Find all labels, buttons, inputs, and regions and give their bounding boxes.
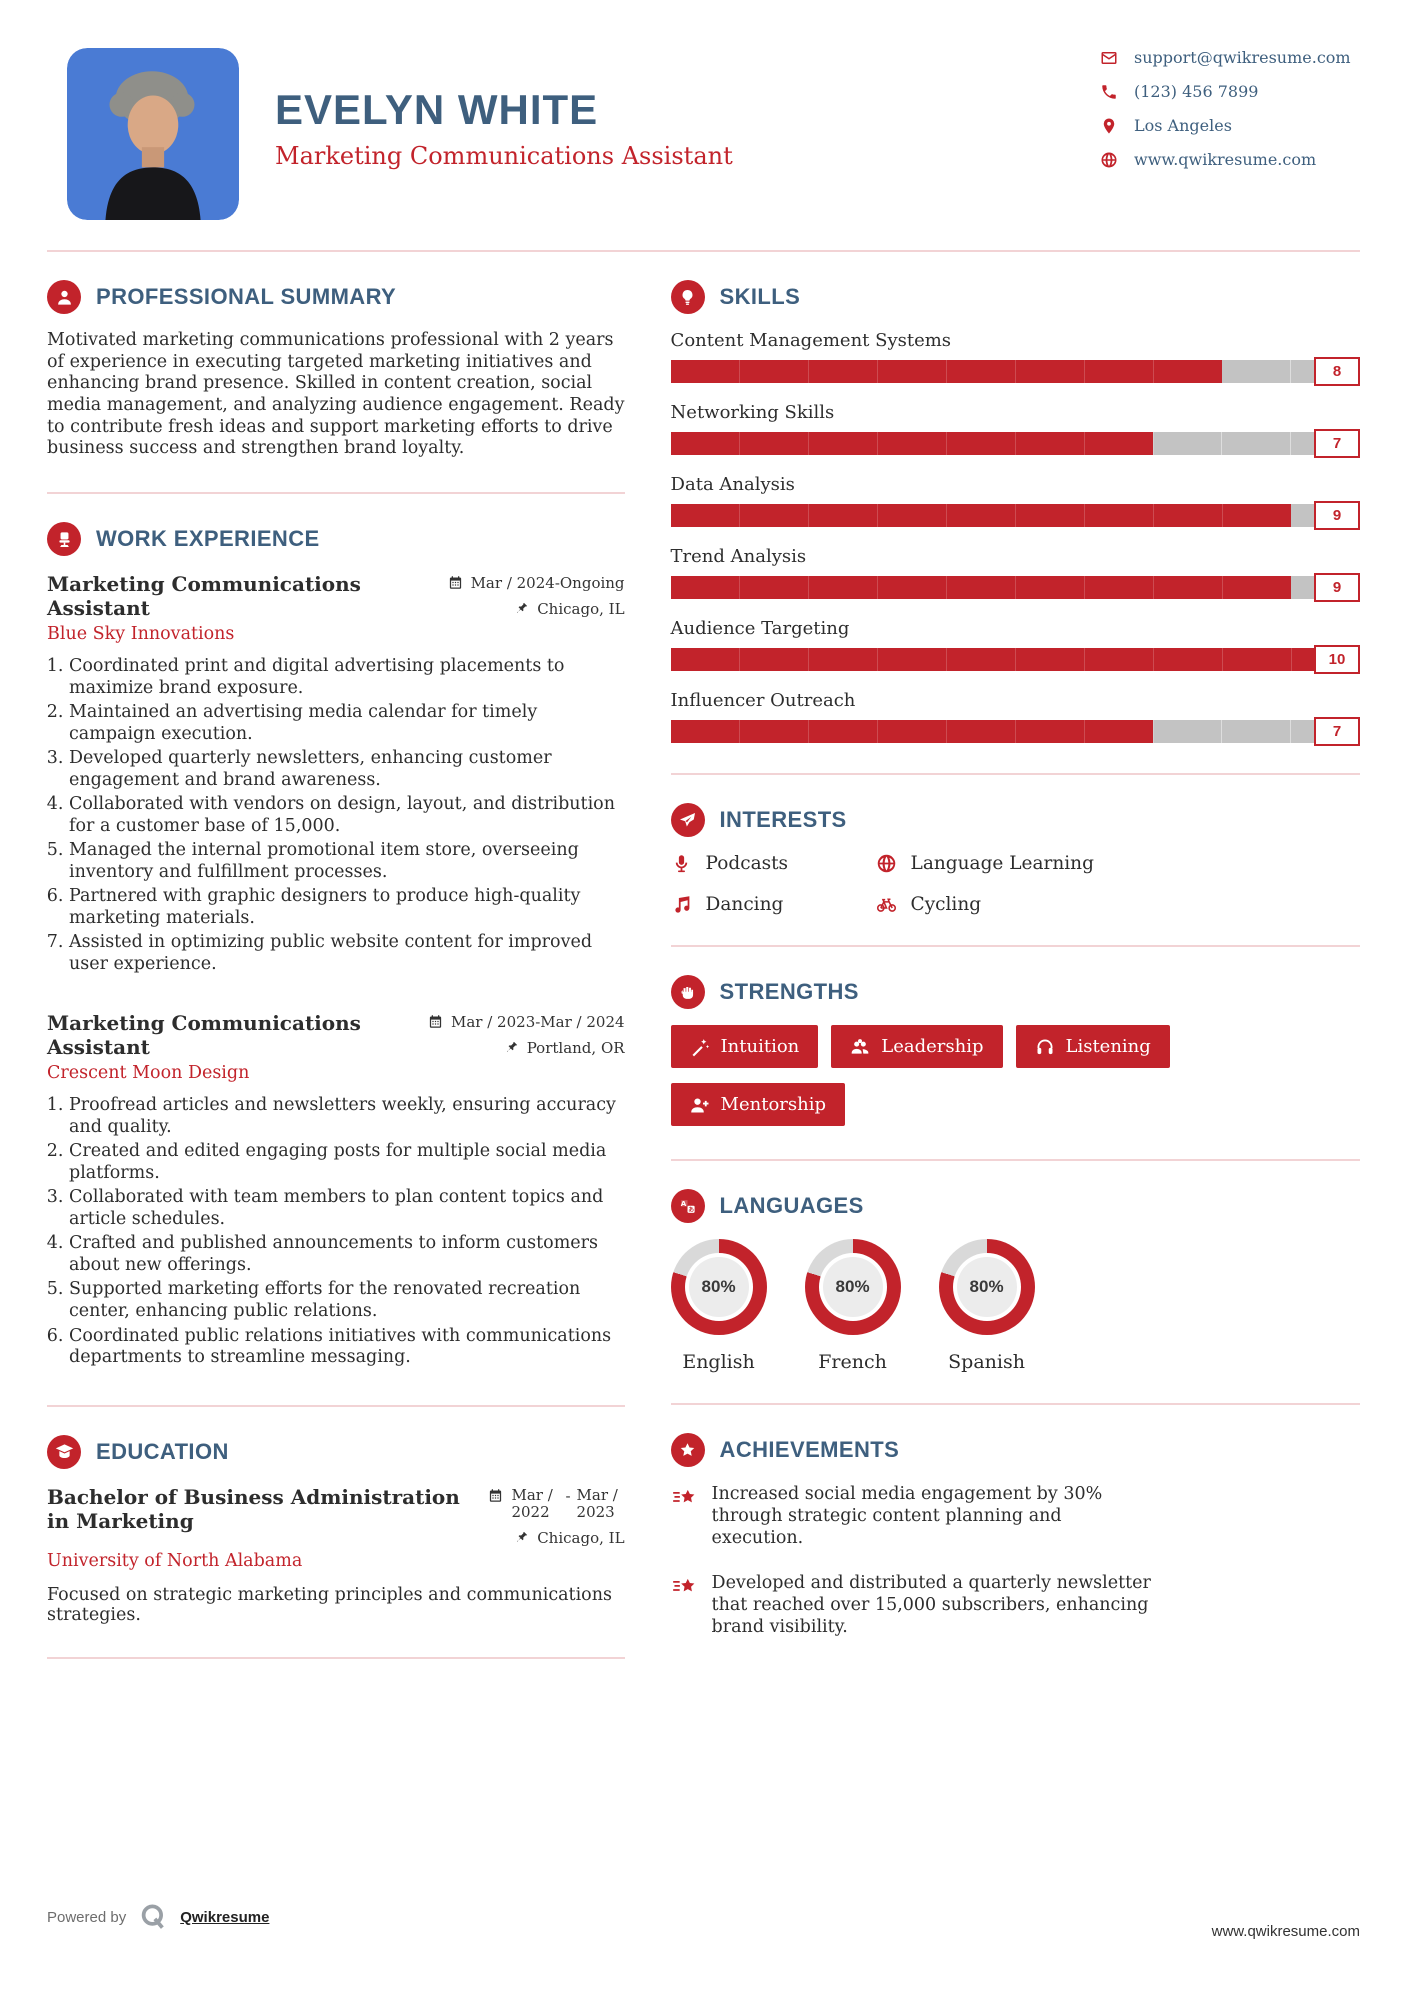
job-location: Chicago, IL: [514, 600, 624, 618]
pushpin-icon: [514, 601, 529, 616]
footer-powered-by: [47, 1902, 269, 1932]
skill-row: [671, 330, 1360, 383]
contact-location[interactable]: [1100, 116, 1360, 135]
education-description: Focused on strategic marketing principles and communications strategies.: [47, 1585, 612, 1626]
job-bullet: 4. Collaborated with vendors on design, layout, and distribution for a customer base of 15,000.: [69, 794, 625, 837]
skill-row: [671, 690, 1360, 743]
section-achievements: [671, 1433, 1360, 1638]
section-work-experience: [47, 522, 625, 1368]
contact-email-text: support@qwikresume.com: [1134, 48, 1351, 67]
profile-photo: [67, 48, 239, 220]
skill-row: [671, 402, 1360, 455]
bicycle-icon: [876, 894, 897, 915]
job-dates: Mar / 2023-Mar / 2024: [428, 1013, 625, 1031]
shooting-star-icon: [671, 1574, 697, 1600]
education-location: Chicago, IL: [514, 1529, 624, 1547]
job-bullet: 2. Created and edited engaging posts for multiple social media platforms.: [69, 1141, 625, 1184]
skills-heading: SKILLS: [719, 284, 801, 309]
interest-item: [671, 894, 876, 915]
strength-badge: [671, 1083, 845, 1126]
divider: [47, 1405, 625, 1407]
language-donut: [939, 1239, 1035, 1335]
skill-name: Data Analysis: [670, 474, 795, 495]
achievement-text: Developed and distributed a quarterly newsletter that reached over 15,000 subscribers, enhancing brand visibility.: [711, 1572, 1151, 1638]
job-bullet-list: [47, 656, 625, 975]
achievement-item: [671, 1572, 1360, 1639]
job-bullet-list: [47, 1095, 625, 1368]
calendar-icon: [428, 1014, 443, 1029]
graduate-icon: [47, 1435, 81, 1469]
skill-rating-badge: 9: [1314, 501, 1360, 530]
divider: [47, 492, 625, 494]
footer-website[interactable]: www.qwikresume.com: [1211, 1923, 1360, 1940]
profile-photo-illustration: [67, 48, 239, 220]
person-name: EVELYN WHITE: [275, 86, 599, 133]
section-professional-summary: [47, 280, 625, 460]
skill-bar: [671, 720, 1360, 743]
company-name: Blue Sky Innovations: [47, 624, 235, 645]
skill-bar-fill: [671, 504, 1292, 527]
skill-bar: [671, 432, 1360, 455]
divider: [671, 945, 1360, 947]
divider: [671, 1403, 1360, 1405]
music-note-icon: [671, 894, 692, 915]
job-bullet: 1. Coordinated print and digital advertising placements to maximize brand exposure.: [69, 656, 625, 699]
school-name: University of North Alabama: [47, 1551, 303, 1572]
skill-name: Trend Analysis: [670, 546, 807, 567]
contact-phone[interactable]: [1100, 82, 1360, 101]
job-location: Portland, OR: [504, 1039, 625, 1057]
language-item: [939, 1239, 1035, 1373]
strengths-heading: STRENGTHS: [719, 979, 859, 1004]
language-percent: 80%: [689, 1257, 749, 1317]
magic-wand-icon: [690, 1037, 710, 1057]
contact-website-text: www.qwikresume.com: [1134, 150, 1317, 169]
achievement-text: Increased social media engagement by 30% through strategic content planning and execution.: [711, 1484, 1103, 1549]
education-heading: EDUCATION: [96, 1438, 229, 1464]
right-column: [671, 252, 1360, 1660]
job-bullet: 2. Maintained an advertising media calendar for timely campaign execution.: [69, 702, 625, 745]
job-dates: Mar / 2024-Ongoing: [448, 574, 625, 592]
skill-bar: [671, 576, 1360, 599]
job-bullet: 5. Supported marketing efforts for the renovated recreation center, enhancing public relations.: [69, 1279, 625, 1322]
skill-bar: [671, 648, 1360, 671]
summary-text: Motivated marketing communications professional with 2 years of experience in executing targeted marketing initiatives and enhancing brand presence. Skilled in content creation, social media management, and analyzing audience engagement. Ready to contribute fresh ideas and support marketing efforts to drive business success and strengthen brand loyalty.: [47, 330, 625, 459]
strength-badge: [1016, 1025, 1170, 1068]
language-name: Spanish: [948, 1351, 1025, 1373]
company-name: Crescent Moon Design: [47, 1063, 250, 1084]
job-bullet: 6. Coordinated public relations initiatives with communications departments to streamline messaging.: [69, 1326, 625, 1369]
job-bullet: 6. Partnered with graphic designers to produce high-quality marketing materials.: [69, 886, 625, 929]
mail-icon: [1100, 49, 1118, 67]
skill-row: [671, 546, 1360, 599]
language-donut: [671, 1239, 767, 1335]
skill-bar-fill: [671, 648, 1360, 671]
strength-label: Leadership: [881, 1036, 984, 1057]
language-item: [671, 1239, 767, 1373]
contact-website[interactable]: [1100, 150, 1360, 169]
experience-heading: WORK EXPERIENCE: [96, 526, 320, 552]
education-date-separator: -: [565, 1486, 571, 1505]
job-entry: [47, 572, 625, 975]
job-entry: [47, 1011, 625, 1368]
section-languages: [671, 1189, 1360, 1373]
interest-item: [876, 894, 1360, 915]
headphones-icon: [1035, 1037, 1055, 1057]
job-bullet: 4. Crafted and published announcements to inform customers about new offerings.: [69, 1233, 625, 1276]
skill-rating-badge: 9: [1314, 573, 1360, 602]
interests-heading: INTERESTS: [719, 807, 847, 832]
degree-title: Bachelor of Business Administration in Marketing: [47, 1484, 460, 1533]
person-icon: [47, 280, 81, 314]
language-item: [805, 1239, 901, 1373]
left-column: [47, 252, 625, 1659]
language-percent: 80%: [957, 1257, 1017, 1317]
summary-heading: PROFESSIONAL SUMMARY: [96, 284, 397, 309]
skill-bar-fill: [671, 360, 1223, 383]
globe-icon: [1100, 151, 1118, 169]
skill-bar-fill: [671, 720, 1154, 743]
interest-label: Cycling: [910, 894, 982, 915]
qwikresume-logo-icon: [138, 1902, 168, 1932]
strength-label: Listening: [1065, 1036, 1151, 1057]
section-skills: [671, 280, 1360, 743]
star-icon: [671, 1433, 705, 1467]
interest-item: [671, 853, 876, 874]
pushpin-icon: [514, 1530, 529, 1545]
skill-name: Networking Skills: [670, 402, 835, 423]
identity: [275, 86, 733, 170]
globe-icon: [876, 853, 897, 874]
contact-phone-text: (123) 456 7899: [1134, 82, 1259, 101]
qwikresume-brand-link[interactable]: Qwikresume: [180, 1908, 270, 1926]
interest-label: Podcasts: [705, 853, 789, 874]
contact-location-text: Los Angeles: [1134, 116, 1232, 135]
education-date-start: Mar / 2022: [511, 1485, 553, 1521]
job-title: Marketing Communications Assistant: [47, 1011, 361, 1060]
interest-item: [876, 853, 1360, 874]
job-title: Marketing Communications Assistant: [47, 572, 361, 621]
skill-bar: [671, 360, 1360, 383]
education-dates: [488, 1487, 624, 1522]
job-bullet: 7. Assisted in optimizing public website content for improved user experience.: [69, 932, 625, 975]
section-strengths: [671, 975, 1360, 1141]
job-bullet: 3. Developed quarterly newsletters, enhancing customer engagement and brand awareness.: [69, 748, 625, 791]
language-donut: [805, 1239, 901, 1335]
lightbulb-icon: [671, 280, 705, 314]
phone-icon: [1100, 83, 1118, 101]
contact-email[interactable]: [1100, 48, 1360, 67]
skill-name: Audience Targeting: [670, 618, 850, 639]
contact-block: [1100, 48, 1360, 169]
skill-row: [671, 618, 1360, 671]
powered-by-text: Powered by: [47, 1908, 127, 1926]
skill-rating-badge: 7: [1314, 717, 1360, 746]
skill-name: Content Management Systems: [670, 330, 952, 351]
svg-text:あ: あ: [688, 1206, 695, 1214]
section-interests: [671, 803, 1360, 915]
users-icon: [850, 1037, 870, 1057]
divider: [671, 1159, 1360, 1161]
achievements-heading: ACHIEVEMENTS: [719, 1437, 900, 1462]
skill-rating-badge: 10: [1314, 645, 1360, 674]
interest-label: Language Learning: [910, 853, 1094, 874]
divider: [671, 773, 1360, 775]
education-date-end: Mar / 2023: [576, 1485, 618, 1521]
user-plus-icon: [690, 1095, 710, 1115]
strength-badge: [671, 1025, 819, 1068]
office-chair-icon: [47, 522, 81, 556]
skill-bar: [671, 504, 1360, 527]
job-bullet: 5. Managed the internal promotional item store, overseeing inventory and fulfillment processes.: [69, 840, 625, 883]
job-bullet: 1. Proofread articles and newsletters weekly, ensuring accuracy and quality.: [69, 1095, 625, 1138]
translate-icon: [671, 1189, 705, 1223]
language-name: French: [818, 1351, 887, 1373]
job-bullet: 3. Collaborated with team members to plan content topics and article schedules.: [69, 1187, 625, 1230]
skill-row: [671, 474, 1360, 527]
calendar-icon: [488, 1488, 503, 1503]
paper-plane-icon: [671, 803, 705, 837]
header: [47, 48, 1360, 220]
language-name: English: [682, 1351, 755, 1373]
svg-text:A: A: [680, 1198, 687, 1208]
strength-label: Intuition: [720, 1036, 800, 1057]
section-education: [47, 1435, 625, 1626]
skill-bar-fill: [671, 432, 1154, 455]
strength-badge: [831, 1025, 1002, 1068]
achievement-item: [671, 1483, 1360, 1550]
fist-icon: [671, 975, 705, 1009]
calendar-icon: [448, 575, 463, 590]
pushpin-icon: [504, 1040, 519, 1055]
map-pin-icon: [1100, 117, 1118, 135]
person-job-title: Marketing Communications Assistant: [275, 142, 733, 170]
skill-rating-badge: 8: [1314, 357, 1360, 386]
skill-bar-fill: [671, 576, 1292, 599]
shooting-star-icon: [671, 1485, 697, 1511]
microphone-icon: [671, 853, 692, 874]
languages-heading: LANGUAGES: [719, 1193, 864, 1218]
divider: [47, 1657, 625, 1659]
interest-label: Dancing: [705, 894, 784, 915]
skill-name: Influencer Outreach: [670, 690, 856, 711]
language-percent: 80%: [823, 1257, 883, 1317]
strength-label: Mentorship: [720, 1094, 827, 1115]
skill-rating-badge: 7: [1314, 429, 1360, 458]
